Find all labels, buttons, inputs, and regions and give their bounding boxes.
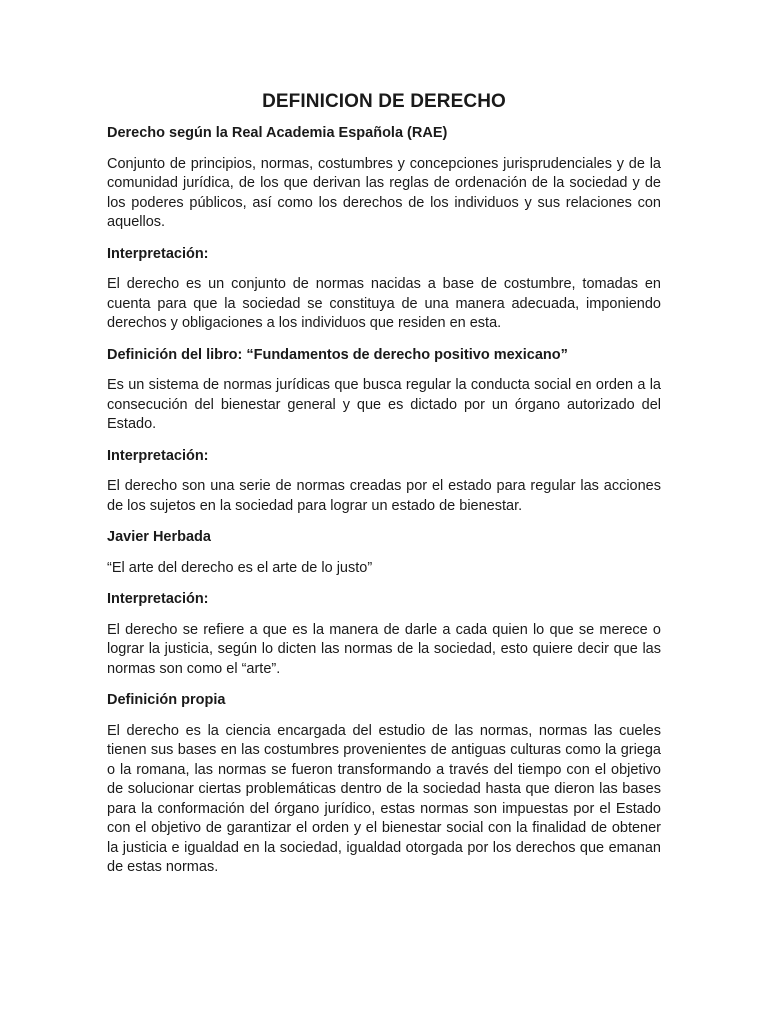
- section-text: Conjunto de principios, normas, costumbres y concepciones jurisprudenciales y de la comunidad jurídica, de los que derivan las reglas de ordenación de la sociedad y de los poderes públicos, así como los derechos de los individuos y sus relaciones con aquellos.: [107, 155, 661, 230]
- section-interpretacion-1: [107, 245, 661, 334]
- section-propia: [107, 691, 661, 878]
- section-rae: [107, 124, 661, 233]
- section-interpretacion-2: [107, 447, 661, 517]
- section-text: El derecho son una serie de normas creadas por el estado para regular las acciones de los sujetos en la sociedad para lograr un estado de bienestar.: [107, 478, 661, 514]
- section-text: Es un sistema de normas jurídicas que busca regular la conducta social en orden a la consecución del bienestar general y que es dictado por un órgano autorizado del Estado.: [107, 377, 661, 432]
- document-page: [107, 91, 661, 890]
- section-text: El derecho es un conjunto de normas nacidas a base de costumbre, tomadas en cuenta para que la sociedad se constituya de una manera adecuada, imponiendo derechos y obligaciones a los individuos que residen en esta.: [107, 276, 661, 331]
- section-heading: Javier Herbada: [107, 529, 211, 545]
- section-herbada: [107, 528, 661, 578]
- section-heading: Interpretación:: [107, 591, 209, 607]
- section-text: El derecho se refiere a que es la manera de darle a cada quien lo que se merece o lograr la justicia, según lo dicten las normas de la sociedad, esto quiere decir que las normas son como el “arte”.: [107, 621, 661, 677]
- section-text: El derecho es la ciencia encargada del estudio de las normas, normas las cueles tienen sus bases en las costumbres provenientes de antiguas culturas como la griega o la romana, las normas se fueron transformando a través del tiempo con el objetivo de solucionar ciertas problemáticas dentro de la sociedad hasta que dieron las bases para la conformación del órgano jurídico, estas normas son impuestas por el Estado con el objetivo de garantizar el orden y el bienestar social con la finalidad de obtener la justicia e igualdad en la sociedad, igualdad otorgada por los derechos que emanan de estas normas.: [107, 722, 661, 875]
- section-heading: Definición propia: [107, 692, 226, 708]
- section-heading: Definición del libro: “Fundamentos de derecho positivo mexicano”: [107, 346, 568, 363]
- section-interpretacion-3: [107, 590, 661, 679]
- section-heading: Interpretación:: [107, 245, 209, 262]
- section-heading: Derecho según la Real Academia Española (RAE): [107, 125, 448, 141]
- section-heading: Interpretación:: [107, 447, 209, 464]
- section-text: “El arte del derecho es el arte de lo justo”: [107, 559, 373, 576]
- section-libro: [107, 346, 661, 435]
- document-title: DEFINICION DE DERECHO: [262, 91, 506, 112]
